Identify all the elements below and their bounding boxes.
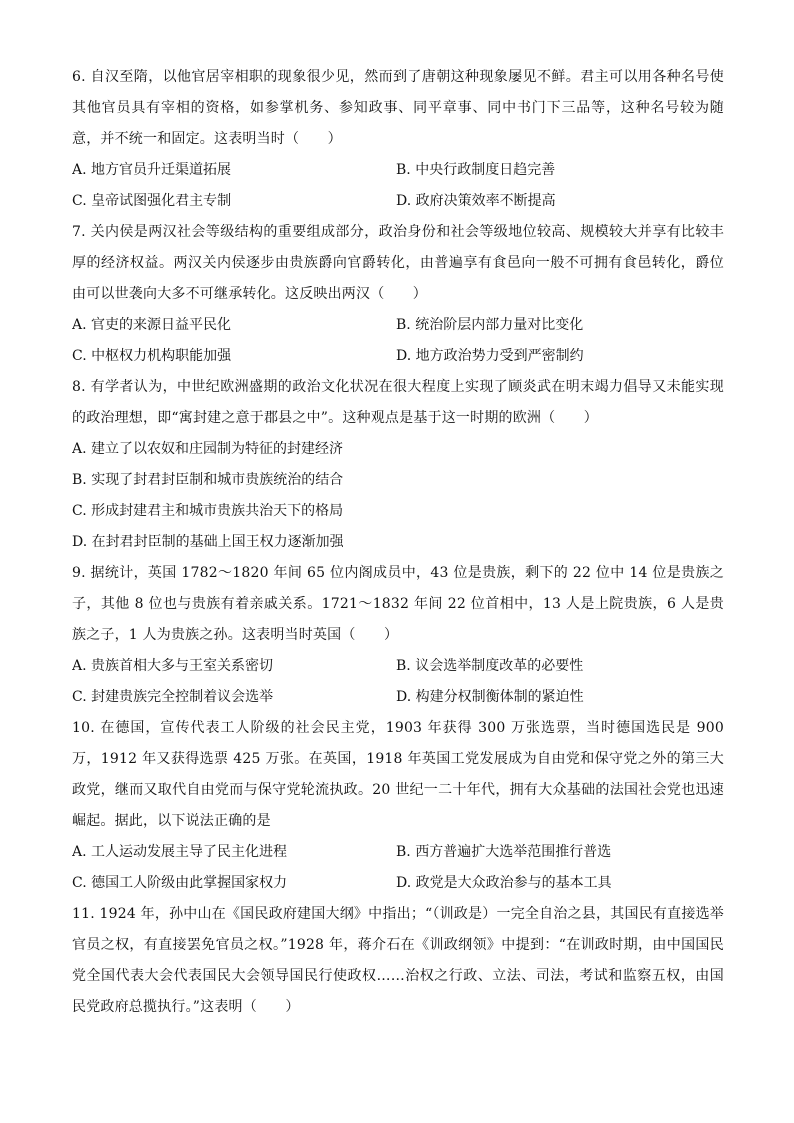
option-c[interactable]: C. 形成封建君主和城市贵族共治天下的格局 [72,503,344,519]
options-list [72,155,724,217]
option-b[interactable]: B. 统治阶层内部力量对比变化 [396,317,584,333]
option-d[interactable]: D. 政党是大众政治参与的基本工具 [396,875,612,891]
question-stem: 6. 自汉至隋，以他官居宰相职的现象很少见，然而到了唐朝这种现象屡见不鲜。君主可以用各种名号使其他官员具有宰相的资格，如参掌机务、参知政事、同平章事、同中书门下三品等，这种名号较为随意，并不统一和固定。这表明当时（ ） [72,69,724,147]
option-a[interactable]: A. 官吏的来源日益平民化 [72,317,232,333]
option-a[interactable]: A. 工人运动发展主导了民主化进程 [72,844,288,860]
option-c[interactable]: C. 皇帝试图强化君主专制 [72,193,232,209]
option-b[interactable]: B. 实现了封君封臣制和城市贵族统治的结合 [72,472,344,488]
option-b[interactable]: B. 议会选举制度改革的必要性 [396,658,584,674]
options-list [72,434,724,558]
options-list [72,310,724,372]
question-stem: 7. 关内侯是两汉社会等级结构的重要组成部分，政治身份和社会等级地位较高、规模较大并享有比较丰厚的经济权益。两汉关内侯逐步由贵族爵向官爵转化，由普遍享有食邑向一般不可拥有食邑转化，爵位由可以世袭向大多不可继承转化。这反映出两汉（ ） [72,224,724,302]
option-a[interactable]: A. 地方官员升迁渠道拓展 [72,162,232,178]
option-c[interactable]: C. 中枢权力机构职能加强 [72,348,232,364]
question-11 [72,899,724,1023]
options-list [72,651,724,713]
question-stem: 10. 在德国，宣传代表工人阶级的社会民主党，1903 年获得 300 万张选票，当时德国选民是 900 万，1912 年又获得选票 425 万张。在英国，1918 年英国工党发展成为自由党和保守党之外的第三大政党，继而又取代自由党而与保守党轮流执政。20 世纪一二十年代，拥有大众基础的法国社会党也迅速崛起。据此，以下说法正确的是 [72,720,724,829]
question-7 [72,217,724,372]
option-c[interactable]: C. 封建贵族完全控制着议会选举 [72,689,274,705]
option-a[interactable]: A. 建立了以农奴和庄园制为特征的封建经济 [72,441,344,457]
exam-page [72,62,724,1023]
option-d[interactable]: D. 在封君封臣制的基础上国王权力逐渐加强 [72,534,344,550]
option-b[interactable]: B. 西方普遍扩大选举范围推行普选 [396,844,612,860]
options-list [72,837,724,899]
question-stem: 9. 据统计，英国 1782～1820 年间 65 位内阁成员中，43 位是贵族，剩下的 22 位中 14 位是贵族之子，其他 8 位也与贵族有着亲戚关系。1721～1832 年间 22 位首相中，13 人是上院贵族，6 人是贵族之子，1 人为贵族之孙。这表明当时英国（ ） [72,565,724,643]
option-d[interactable]: D. 政府决策效率不断提高 [396,193,556,209]
question-8 [72,372,724,558]
option-d[interactable]: D. 地方政治势力受到严密制约 [396,348,584,364]
option-d[interactable]: D. 构建分权制衡体制的紧迫性 [396,689,584,705]
question-10 [72,713,724,899]
question-6 [72,62,724,217]
question-9 [72,558,724,713]
question-stem: 8. 有学者认为，中世纪欧洲盛期的政治文化状况在很大程度上实现了顾炎武在明末竭力倡导又未能实现的政治理想，即“寓封建之意于郡县之中”。这种观点是基于这一时期的欧洲（ ） [72,379,724,426]
option-a[interactable]: A. 贵族首相大多与王室关系密切 [72,658,274,674]
option-b[interactable]: B. 中央行政制度日趋完善 [396,162,556,178]
question-stem: 11. 1924 年，孙中山在《国民政府建国大纲》中指出；“（训政是）一完全自治之县，其国民有直接选举官员之权，有直接罢免官员之权。”1928 年，蒋介石在《训政纲领》中提到：“在训政时期，由中国国民党全国代表大会代表国民大会领导国民行使政权……治权之行政、立法、司法，考试和监察五权，由国民党政府总揽执行。”这表明（ ） [72,906,724,1015]
option-c[interactable]: C. 德国工人阶级由此掌握国家权力 [72,875,288,891]
